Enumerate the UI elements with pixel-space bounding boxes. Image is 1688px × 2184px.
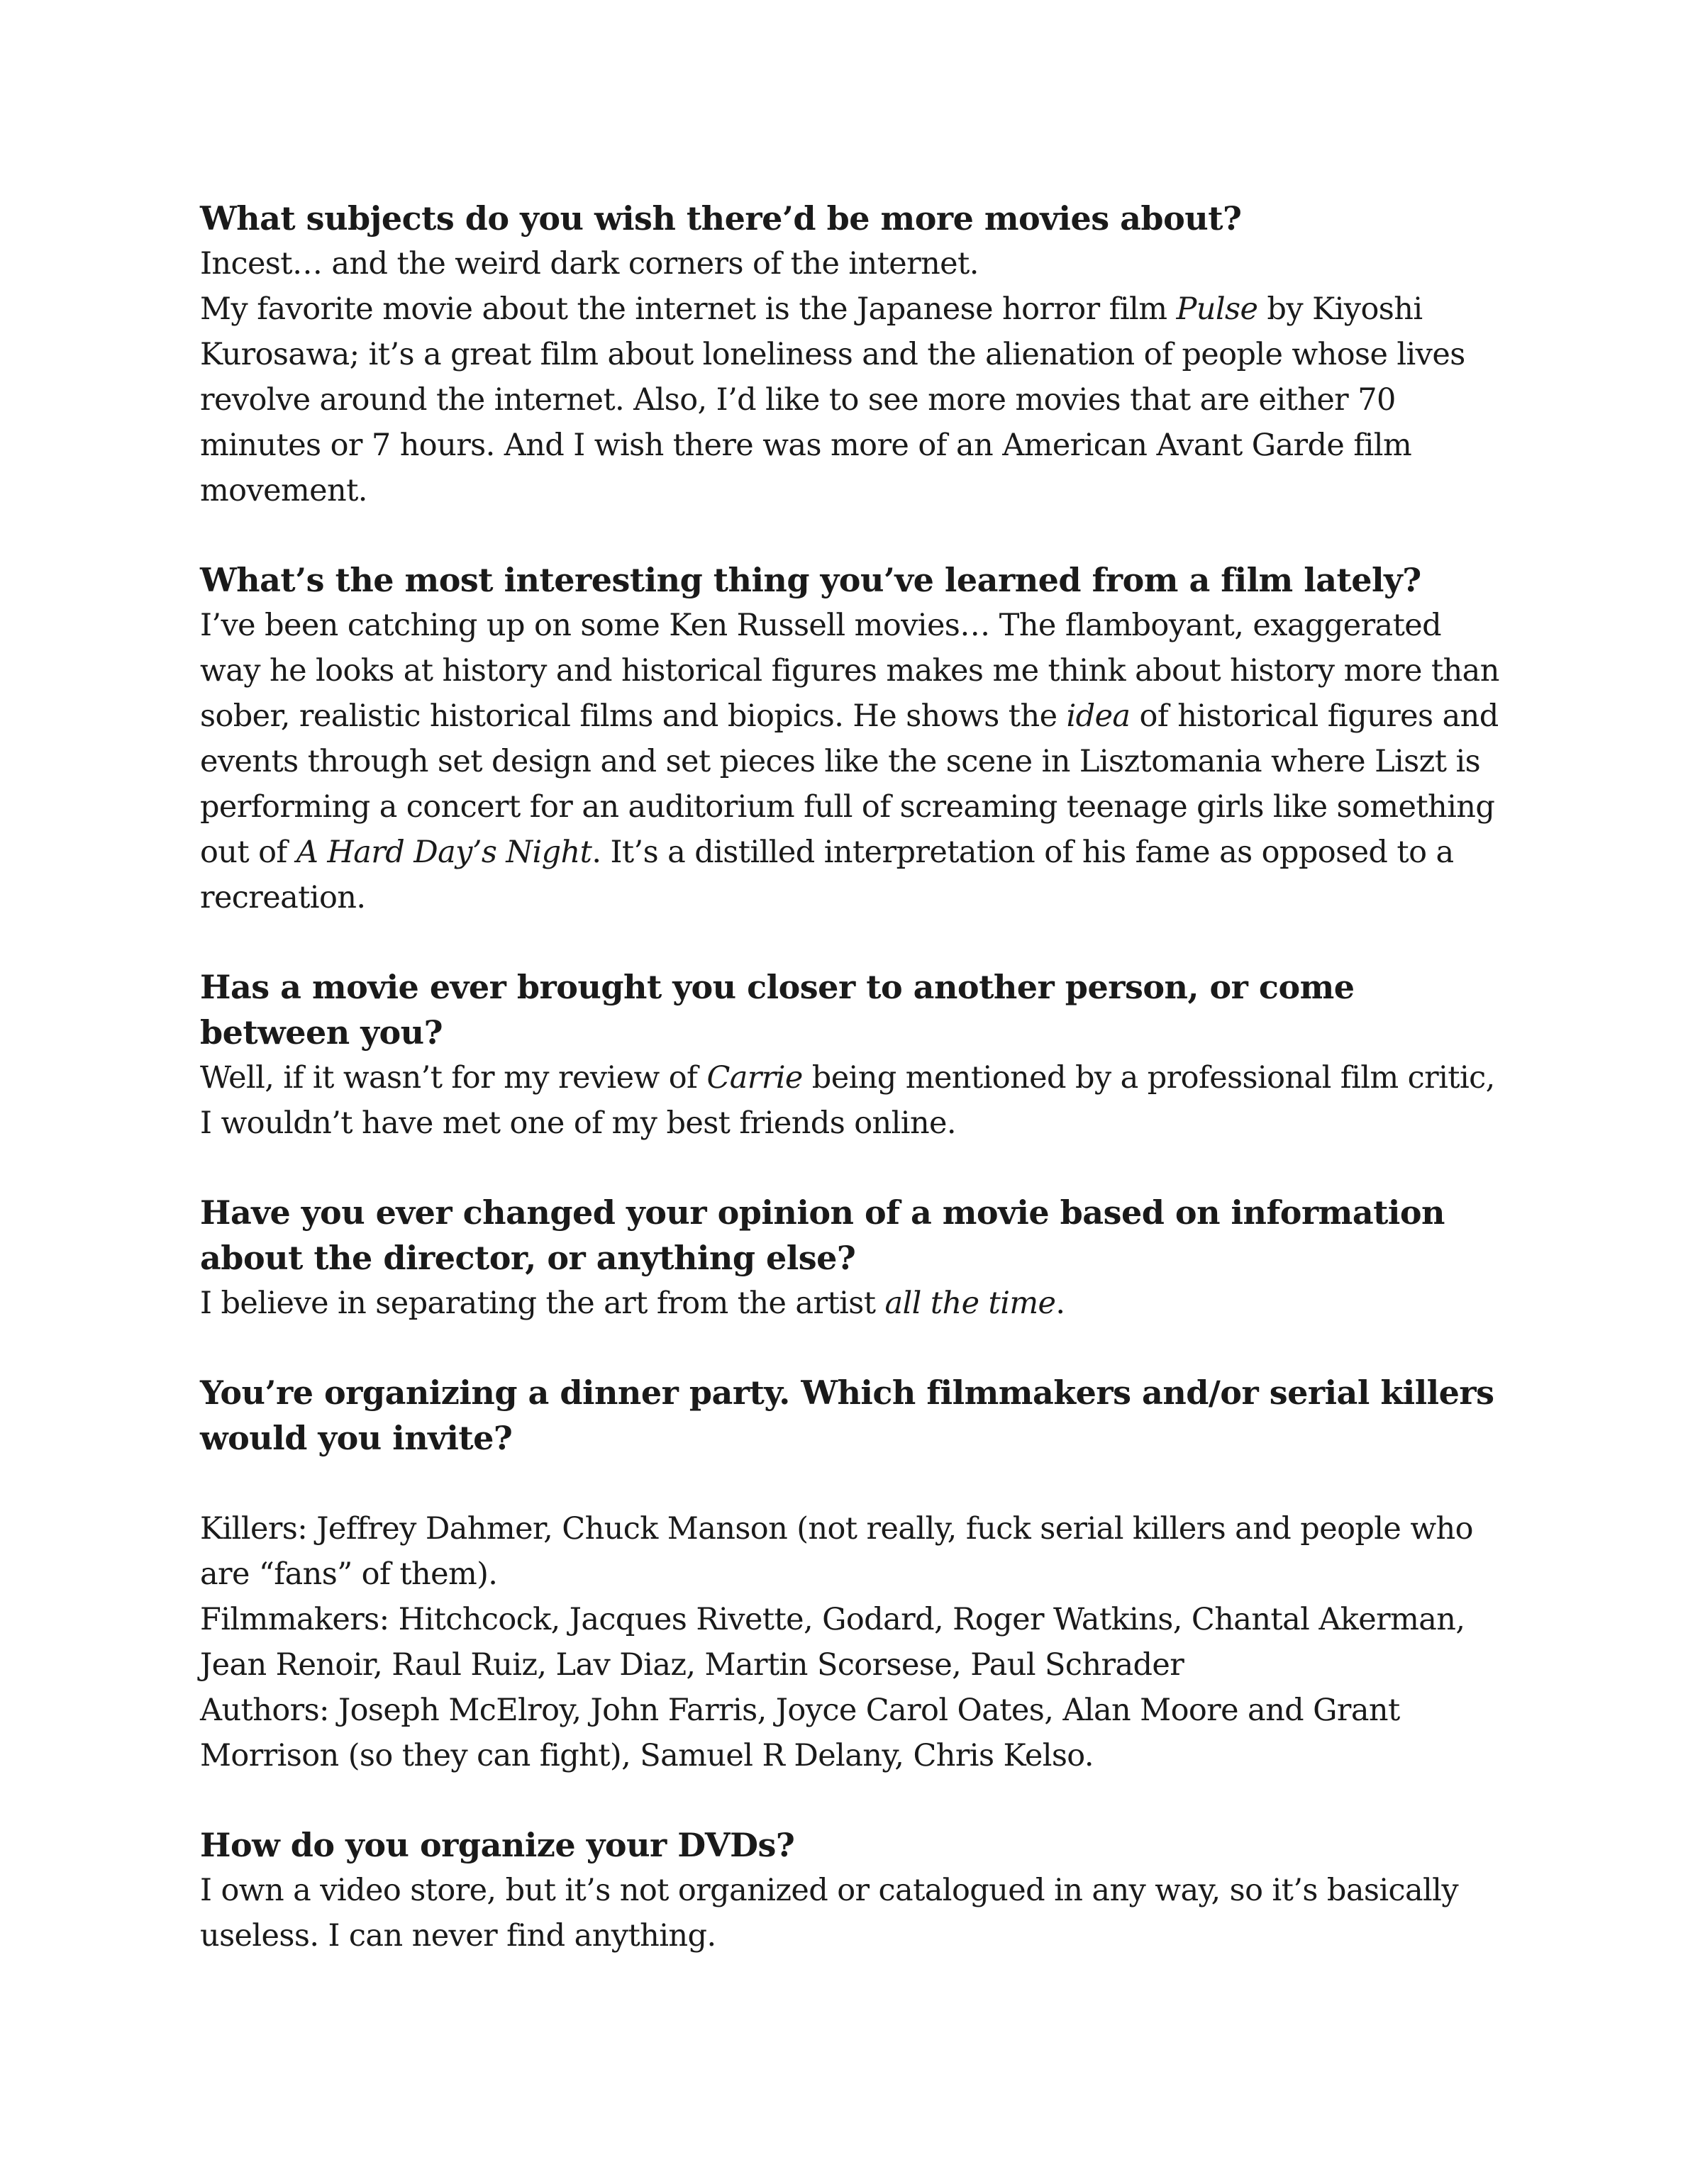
answer-paragraph-authors	[200, 1688, 1505, 1778]
qa-block	[200, 557, 1505, 920]
answer-text: Authors: Joseph McElroy, John Farris, Joyce Carol Oates, Alan Moore and Grant Morrison (so they can fight), Samuel R Delany, Chris Kelso.	[200, 1693, 1400, 1773]
answer-paragraph	[200, 241, 1505, 286]
answer-paragraph	[200, 1281, 1505, 1326]
question-heading: Has a movie ever brought you closer to another person, or come between you?	[200, 968, 1355, 1052]
qa-block	[200, 196, 1505, 513]
emphasis-word: idea	[1066, 698, 1131, 734]
question-heading: How do you organize your DVDs?	[200, 1826, 795, 1864]
answer-paragraph	[200, 1868, 1505, 1959]
qa-block	[200, 1370, 1505, 1778]
answer-text: Filmmakers: Hitchcock, Jacques Rivette, Godard, Roger Watkins, Chantal Akerman, Jean Renoir, Raul Ruiz, Lav Diaz, Martin Scorsese, Paul Schrader	[200, 1602, 1465, 1683]
answer-text: being mentioned by a professional film critic, I wouldn’t have met one of my best friends online.	[200, 1060, 1495, 1141]
answer-text: Incest… and the weird dark corners of the internet.	[200, 246, 979, 282]
answer-text: I believe in separating the art from the artist	[200, 1286, 885, 1321]
answer-text: by Kiyoshi Kurosawa; it’s a great film about loneliness and the alienation of people whose lives revolve around the internet. Also, I’d like to see more movies that are either 70 minutes or 7 hours. And I wish there was more of an American Avant Garde film movement.	[200, 291, 1465, 508]
question-heading: What’s the most interesting thing you’ve learned from a film lately?	[200, 561, 1421, 599]
answer-paragraph	[200, 286, 1505, 513]
answer-paragraph	[200, 603, 1505, 920]
film-title: Carrie	[706, 1060, 803, 1096]
answer-paragraph-killers	[200, 1506, 1505, 1597]
film-title: Pulse	[1176, 291, 1258, 327]
answer-text: Killers: Jeffrey Dahmer, Chuck Manson (not really, fuck serial killers and people who are “fans” of them).	[200, 1511, 1473, 1592]
answer-text: I own a video store, but it’s not organized or catalogued in any way, so it’s basically useless. I can never find anything.	[200, 1873, 1459, 1954]
question-heading: What subjects do you wish there’d be more movies about?	[200, 199, 1242, 238]
answer-text: I’ve been catching up on some Ken Russell movies… The flamboyant, exaggerated way he looks at history and historical figures makes me think about history more than sober, realistic historical films and biopics. He shows the	[200, 608, 1499, 734]
film-title: A Hard Day’s Night	[296, 835, 592, 870]
answer-paragraph	[200, 1055, 1505, 1146]
question-heading: You’re organizing a dinner party. Which filmmakers and/or serial killers would you invite?	[200, 1374, 1494, 1457]
answer-text: My favorite movie about the internet is the Japanese horror film	[200, 291, 1177, 327]
qa-block	[200, 964, 1505, 1146]
answer-text: of historical figures and events through set design and set pieces like the scene in Lisztomania where Liszt is performing a concert for an auditorium full of screaming teenage girls like something out of	[200, 698, 1499, 870]
answer-paragraph-filmmakers	[200, 1597, 1505, 1688]
answer-text: . It’s a distilled interpretation of his fame as opposed to a recreation.	[200, 835, 1454, 915]
answer-text: .	[1055, 1286, 1065, 1321]
answer-text: Well, if it wasn’t for my review of	[200, 1060, 707, 1096]
emphasis-phrase: all the time	[884, 1286, 1056, 1321]
qa-block	[200, 1822, 1505, 1959]
qa-block	[200, 1190, 1505, 1326]
interview-page	[200, 196, 1505, 2002]
question-heading: Have you ever changed your opinion of a movie based on information about the director, or anything else?	[200, 1193, 1445, 1277]
